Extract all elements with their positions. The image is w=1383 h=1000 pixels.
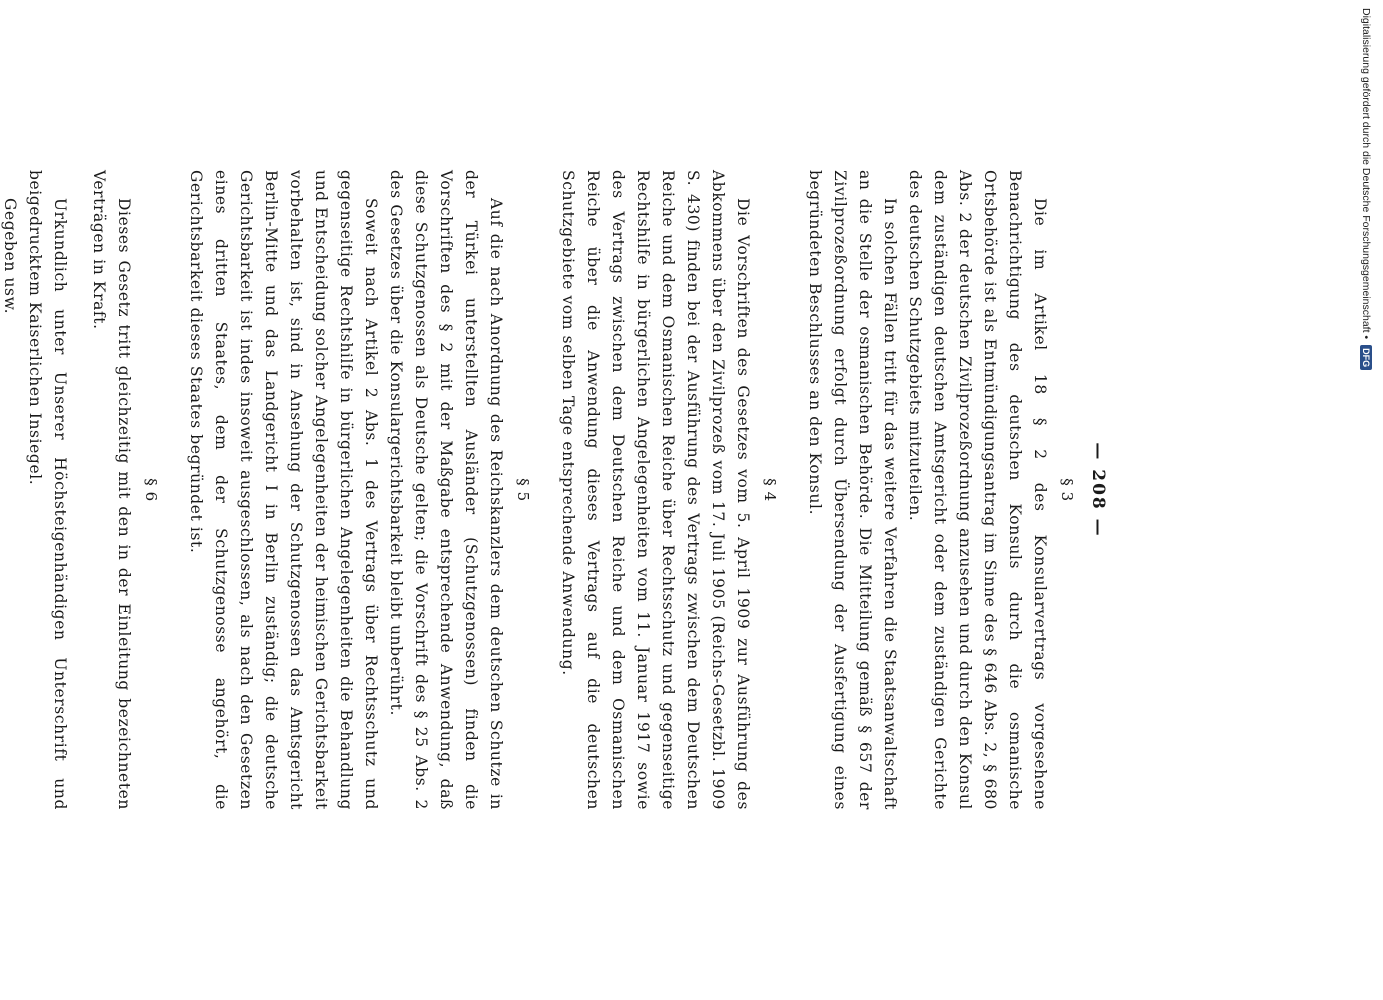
paragraph-5a: Auf die nach Anordnung des Reichskanzlers dem deutschen Schutze in der Türkei unterstellten Ausländer (Schutzgenossen) finden die Vorschriften des § 2 mit der Maßgabe entsprechende Anwendung, daß diese Schutzgenossen als Deutsche gelten; die Vorschrift des § 25 Abs. 2 des Gesetzes über die Konsulargerichtsbarkeit bleibt unberührt. [387,170,505,810]
page-body [1,140,1110,840]
section-heading-4: § 4 [761,478,779,502]
closing-given: Gegeben usw. [1,198,19,315]
paragraph-5b: Soweit nach Artikel 2 Abs. 1 des Vertrags über Rechtsschutz und gegenseitige Rechtshilfe in bürgerlichen Angelegenheiten die Behandlung und Entscheidung solcher Angelegenheiten der heimischen Gerichtsbarkeit vorbehalten ist, sind in Ansehung der Schutzgenossen das Amtsgericht Berlin-Mitte und das Landgericht I in Berlin zuständig; die deutsche Gerichtsbarkeit ist indes insoweit ausgeschlossen, als nach den Gesetzen eines dritten Staates, dem der Schutzgenosse angehört, die Gerichtsbarkeit dieses Staates begründet ist. [187,170,380,810]
section-heading-5: § 5 [514,478,532,502]
section-heading-3: § 3 [1058,478,1076,502]
paragraph-4: Die Vorschriften des Gesetzes vom 5. April 1909 zur Ausführung des Abkommens über den Zivilprozeß vom 17. Juli 1905 (Reichs-Gesetzbl. 1909 S. 430) finden bei der Ausführung des Vertrags zwischen dem Deutschen Reiche und dem Osmanischen Reiche über Rechtsschutz und gegenseitige Rechtshilfe in bürgerlichen Angelegenheiten vom 11. Januar 1917 sowie des Vertrags zwischen dem Deutschen Reiche und dem Osmanischen Reiche über die Anwendung dieses Vertrags auf die deutschen Schutzgebiete vom selben Tage entsprechende Anwendung. [559,170,752,810]
section-heading-6: § 6 [142,478,160,502]
dfg-logo: DFG [1360,345,1372,370]
page-number: — 208 — [1088,442,1108,538]
rotated-content [1,140,1120,840]
funding-text: Digitalisierung gefördert durch die Deutsche Forschungsgemeinschaft • [1360,8,1372,340]
paragraph-3a: Die im Artikel 18 § 2 des Konsularvertrags vorgesehene Benachrichtigung des deutschen Konsuls durch die osmanische Ortsbehörde ist als Entmündigungsantrag im Sinne des § 646 Abs. 2, § 680 Abs. 2 der deutschen Zivilprozeßordnung anzusehen und durch den Konsul dem zuständigen deutschen Amtsgericht oder dem zuständigen Gerichte des deutschen Schutzgebiets mitzuteilen. [906,170,1049,810]
document-page [1,140,1120,840]
funding-sidebar [1355,8,1377,398]
paragraph-6: Dieses Gesetz tritt gleichzeitig mit den in der Einleitung bezeichneten Verträgen in Kraft. [90,170,133,810]
closing-formula: Urkundlich unter Unserer Höchsteigenhändigen Unterschrift und beigedrucktem Kaiserlichen Insiegel. [26,170,69,810]
paragraph-3b: In solchen Fällen tritt für das weitere Verfahren die Staatsanwaltschaft an die Stelle der osmanischen Behörde. Die Mitteilung gemäß § 657 der Zivilprozeßordnung erfolgt durch Übersendung der Ausfertigung eines begründeten Beschlusses an den Konsul. [806,170,899,810]
